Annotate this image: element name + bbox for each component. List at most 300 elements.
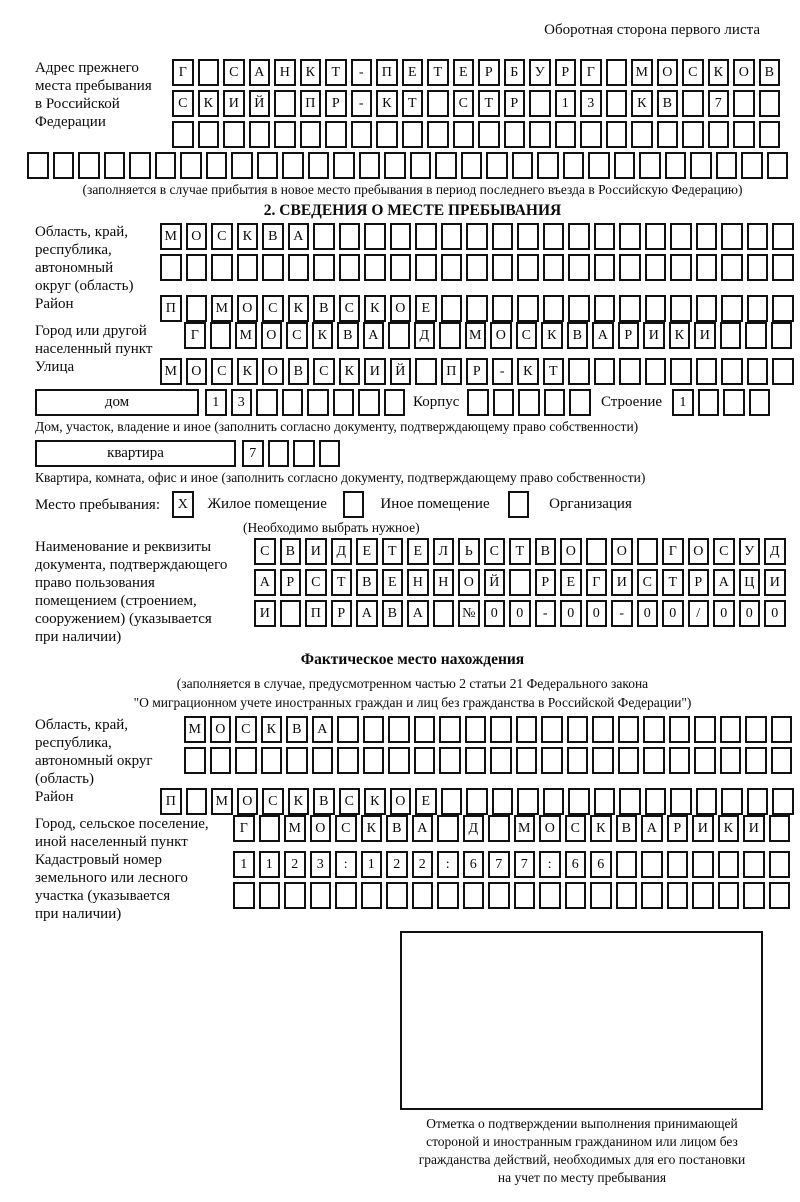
char-cell[interactable] xyxy=(718,882,740,909)
char-cell[interactable]: М xyxy=(465,322,487,349)
char-cell[interactable]: О xyxy=(458,569,480,596)
char-cell[interactable] xyxy=(720,322,742,349)
char-cell[interactable]: Т xyxy=(325,59,347,86)
char-cell[interactable] xyxy=(514,882,536,909)
char-cell[interactable]: 3 xyxy=(580,90,602,117)
char-cell[interactable] xyxy=(619,358,641,385)
char-cell[interactable] xyxy=(439,747,461,774)
char-cell[interactable]: И xyxy=(692,815,714,842)
char-cell[interactable] xyxy=(670,223,692,250)
char-cell[interactable] xyxy=(645,788,667,815)
char-cell[interactable] xyxy=(694,716,716,743)
char-cell[interactable]: С xyxy=(262,295,284,322)
char-cell[interactable]: К xyxy=(669,322,691,349)
char-cell[interactable] xyxy=(104,152,126,179)
char-cell[interactable] xyxy=(721,788,743,815)
char-cell[interactable]: : xyxy=(335,851,357,878)
char-cell[interactable] xyxy=(465,716,487,743)
char-cell[interactable] xyxy=(594,358,616,385)
char-cell[interactable]: 0 xyxy=(764,600,786,627)
char-cell[interactable] xyxy=(771,322,793,349)
char-cell[interactable] xyxy=(743,882,765,909)
char-cell[interactable] xyxy=(402,121,424,148)
char-cell[interactable]: О xyxy=(261,322,283,349)
char-cell[interactable] xyxy=(358,389,380,416)
char-cell[interactable] xyxy=(692,851,714,878)
char-cell[interactable] xyxy=(27,152,49,179)
char-cell[interactable] xyxy=(631,121,653,148)
char-cell[interactable]: К xyxy=(541,322,563,349)
char-cell[interactable]: П xyxy=(305,600,327,627)
char-cell[interactable]: В xyxy=(657,90,679,117)
char-cell[interactable]: В xyxy=(313,295,335,322)
char-cell[interactable]: К xyxy=(288,295,310,322)
char-cell[interactable] xyxy=(466,223,488,250)
char-cell[interactable] xyxy=(280,600,302,627)
char-cell[interactable] xyxy=(749,389,771,416)
char-cell[interactable] xyxy=(504,121,526,148)
char-cell[interactable]: / xyxy=(688,600,710,627)
char-cell[interactable]: С xyxy=(172,90,194,117)
char-cell[interactable]: В xyxy=(280,538,302,565)
char-cell[interactable] xyxy=(669,716,691,743)
char-cell[interactable]: В xyxy=(313,788,335,815)
char-cell[interactable] xyxy=(592,747,614,774)
char-cell[interactable]: 1 xyxy=(672,389,694,416)
char-cell[interactable]: М xyxy=(631,59,653,86)
char-cell[interactable]: М xyxy=(284,815,306,842)
char-cell[interactable]: 6 xyxy=(463,851,485,878)
char-cell[interactable] xyxy=(541,716,563,743)
char-cell[interactable] xyxy=(720,716,742,743)
char-cell[interactable] xyxy=(657,121,679,148)
char-cell[interactable]: Р xyxy=(555,59,577,86)
char-cell[interactable] xyxy=(541,747,563,774)
char-cell[interactable] xyxy=(544,389,566,416)
char-cell[interactable] xyxy=(441,223,463,250)
char-cell[interactable]: В xyxy=(382,600,404,627)
char-cell[interactable] xyxy=(388,716,410,743)
char-cell[interactable]: И xyxy=(305,538,327,565)
char-cell[interactable]: А xyxy=(288,223,310,250)
char-cell[interactable] xyxy=(606,90,628,117)
char-cell[interactable]: Т xyxy=(382,538,404,565)
char-cell[interactable] xyxy=(384,152,406,179)
char-cell[interactable] xyxy=(641,882,663,909)
char-cell[interactable]: 7 xyxy=(242,440,264,467)
char-cell[interactable] xyxy=(767,152,789,179)
char-cell[interactable]: Р xyxy=(331,600,353,627)
char-cell[interactable] xyxy=(563,152,585,179)
char-cell[interactable] xyxy=(696,295,718,322)
char-cell[interactable]: О xyxy=(210,716,232,743)
char-cell[interactable] xyxy=(606,121,628,148)
char-cell[interactable]: О xyxy=(390,295,412,322)
char-cell[interactable]: Р xyxy=(535,569,557,596)
char-cell[interactable]: Е xyxy=(415,788,437,815)
char-cell[interactable]: Е xyxy=(402,59,424,86)
char-cell[interactable]: Ц xyxy=(739,569,761,596)
char-cell[interactable] xyxy=(645,295,667,322)
char-cell[interactable] xyxy=(568,358,590,385)
char-cell[interactable]: О xyxy=(310,815,332,842)
char-cell[interactable]: Д xyxy=(331,538,353,565)
char-cell[interactable]: О xyxy=(262,358,284,385)
char-cell[interactable] xyxy=(769,815,791,842)
char-cell[interactable]: Е xyxy=(382,569,404,596)
char-cell[interactable] xyxy=(361,882,383,909)
char-cell[interactable]: С xyxy=(313,358,335,385)
char-cell[interactable]: С xyxy=(211,358,233,385)
char-cell[interactable] xyxy=(237,254,259,281)
char-cell[interactable] xyxy=(427,121,449,148)
char-cell[interactable]: К xyxy=(339,358,361,385)
char-cell[interactable]: У xyxy=(739,538,761,565)
char-cell[interactable]: В xyxy=(356,569,378,596)
char-cell[interactable] xyxy=(594,295,616,322)
char-cell[interactable] xyxy=(160,254,182,281)
char-cell[interactable] xyxy=(312,747,334,774)
char-cell[interactable] xyxy=(376,121,398,148)
char-cell[interactable] xyxy=(427,90,449,117)
char-cell[interactable] xyxy=(696,254,718,281)
char-cell[interactable] xyxy=(747,223,769,250)
char-cell[interactable]: К xyxy=(361,815,383,842)
char-cell[interactable] xyxy=(415,223,437,250)
char-cell[interactable]: Т xyxy=(543,358,565,385)
char-cell[interactable] xyxy=(257,152,279,179)
char-cell[interactable] xyxy=(390,254,412,281)
char-cell[interactable]: М xyxy=(160,358,182,385)
char-cell[interactable] xyxy=(517,788,539,815)
char-cell[interactable] xyxy=(512,152,534,179)
char-cell[interactable] xyxy=(310,882,332,909)
char-cell[interactable]: Р xyxy=(688,569,710,596)
char-cell[interactable] xyxy=(721,223,743,250)
char-cell[interactable] xyxy=(259,815,281,842)
char-cell[interactable] xyxy=(733,90,755,117)
char-cell[interactable] xyxy=(594,223,616,250)
char-cell[interactable] xyxy=(437,882,459,909)
char-cell[interactable] xyxy=(769,882,791,909)
char-cell[interactable] xyxy=(516,716,538,743)
char-cell[interactable]: П xyxy=(160,295,182,322)
char-cell[interactable] xyxy=(235,747,257,774)
char-cell[interactable] xyxy=(747,788,769,815)
char-cell[interactable]: С xyxy=(223,59,245,86)
char-cell[interactable] xyxy=(698,389,720,416)
char-cell[interactable] xyxy=(180,152,202,179)
char-cell[interactable] xyxy=(614,152,636,179)
char-cell[interactable] xyxy=(720,747,742,774)
char-cell[interactable] xyxy=(466,295,488,322)
char-cell[interactable] xyxy=(747,358,769,385)
char-cell[interactable] xyxy=(172,121,194,148)
char-cell[interactable] xyxy=(518,389,540,416)
char-cell[interactable] xyxy=(461,152,483,179)
char-cell[interactable]: Г xyxy=(233,815,255,842)
char-cell[interactable] xyxy=(590,882,612,909)
char-cell[interactable] xyxy=(708,121,730,148)
char-cell[interactable] xyxy=(721,358,743,385)
char-cell[interactable] xyxy=(490,747,512,774)
char-cell[interactable] xyxy=(492,295,514,322)
char-cell[interactable] xyxy=(129,152,151,179)
char-cell[interactable] xyxy=(718,851,740,878)
char-cell[interactable] xyxy=(386,882,408,909)
char-cell[interactable]: Й xyxy=(249,90,271,117)
char-cell[interactable] xyxy=(439,322,461,349)
char-cell[interactable] xyxy=(509,569,531,596)
char-cell[interactable]: В xyxy=(567,322,589,349)
char-cell[interactable]: Г xyxy=(184,322,206,349)
char-cell[interactable]: 0 xyxy=(637,600,659,627)
char-cell[interactable]: А xyxy=(641,815,663,842)
char-cell[interactable] xyxy=(466,254,488,281)
char-cell[interactable]: И xyxy=(611,569,633,596)
char-cell[interactable] xyxy=(359,152,381,179)
char-cell[interactable] xyxy=(772,358,794,385)
char-cell[interactable]: П xyxy=(160,788,182,815)
char-cell[interactable]: И xyxy=(743,815,765,842)
char-cell[interactable] xyxy=(733,121,755,148)
char-cell[interactable] xyxy=(771,716,793,743)
char-cell[interactable] xyxy=(339,223,361,250)
char-cell[interactable] xyxy=(467,389,489,416)
char-cell[interactable]: Е xyxy=(560,569,582,596)
char-cell[interactable] xyxy=(594,254,616,281)
char-cell[interactable] xyxy=(210,322,232,349)
char-cell[interactable] xyxy=(743,851,765,878)
char-cell[interactable]: Й xyxy=(390,358,412,385)
char-cell[interactable] xyxy=(670,254,692,281)
char-cell[interactable]: 0 xyxy=(739,600,761,627)
char-cell[interactable]: Р xyxy=(466,358,488,385)
char-cell[interactable]: К xyxy=(237,358,259,385)
char-cell[interactable]: М xyxy=(211,788,233,815)
char-cell[interactable] xyxy=(568,254,590,281)
checkbox-residential[interactable]: X xyxy=(172,491,194,518)
char-cell[interactable]: 2 xyxy=(284,851,306,878)
char-cell[interactable]: У xyxy=(529,59,551,86)
char-cell[interactable]: Д xyxy=(764,538,786,565)
char-cell[interactable]: : xyxy=(539,851,561,878)
char-cell[interactable] xyxy=(643,747,665,774)
char-cell[interactable]: И xyxy=(764,569,786,596)
char-cell[interactable]: : xyxy=(437,851,459,878)
char-cell[interactable]: К xyxy=(376,90,398,117)
char-cell[interactable] xyxy=(696,358,718,385)
char-cell[interactable]: О xyxy=(390,788,412,815)
char-cell[interactable]: - xyxy=(535,600,557,627)
char-cell[interactable] xyxy=(384,389,406,416)
char-cell[interactable] xyxy=(325,121,347,148)
char-cell[interactable] xyxy=(363,747,385,774)
char-cell[interactable] xyxy=(517,295,539,322)
char-cell[interactable] xyxy=(433,600,455,627)
char-cell[interactable] xyxy=(741,152,763,179)
char-cell[interactable]: И xyxy=(223,90,245,117)
char-cell[interactable]: К xyxy=(517,358,539,385)
char-cell[interactable]: А xyxy=(312,716,334,743)
char-cell[interactable]: С xyxy=(339,295,361,322)
char-cell[interactable] xyxy=(772,254,794,281)
char-cell[interactable] xyxy=(645,223,667,250)
char-cell[interactable]: С xyxy=(453,90,475,117)
char-cell[interactable]: К xyxy=(708,59,730,86)
char-cell[interactable]: Н xyxy=(274,59,296,86)
char-cell[interactable]: Н xyxy=(433,569,455,596)
checkbox-organization[interactable] xyxy=(508,491,530,518)
char-cell[interactable] xyxy=(274,90,296,117)
char-cell[interactable]: С xyxy=(305,569,327,596)
char-cell[interactable] xyxy=(210,747,232,774)
char-cell[interactable] xyxy=(313,223,335,250)
char-cell[interactable] xyxy=(665,152,687,179)
char-cell[interactable] xyxy=(415,254,437,281)
char-cell[interactable] xyxy=(723,389,745,416)
char-cell[interactable]: М xyxy=(160,223,182,250)
char-cell[interactable] xyxy=(478,121,500,148)
char-cell[interactable] xyxy=(618,716,640,743)
char-cell[interactable]: Й xyxy=(484,569,506,596)
char-cell[interactable] xyxy=(441,788,463,815)
char-cell[interactable] xyxy=(155,152,177,179)
char-cell[interactable]: А xyxy=(356,600,378,627)
char-cell[interactable] xyxy=(463,882,485,909)
char-cell[interactable]: К xyxy=(261,716,283,743)
char-cell[interactable] xyxy=(759,121,781,148)
char-cell[interactable]: И xyxy=(694,322,716,349)
char-cell[interactable] xyxy=(186,788,208,815)
char-cell[interactable]: Р xyxy=(325,90,347,117)
char-cell[interactable] xyxy=(543,254,565,281)
char-cell[interactable]: 7 xyxy=(514,851,536,878)
char-cell[interactable]: 0 xyxy=(662,600,684,627)
char-cell[interactable]: О xyxy=(657,59,679,86)
char-cell[interactable] xyxy=(588,152,610,179)
char-cell[interactable]: М xyxy=(514,815,536,842)
char-cell[interactable]: Г xyxy=(662,538,684,565)
char-cell[interactable] xyxy=(249,121,271,148)
char-cell[interactable]: 3 xyxy=(231,389,253,416)
char-cell[interactable] xyxy=(307,389,329,416)
char-cell[interactable] xyxy=(261,747,283,774)
char-cell[interactable]: 1 xyxy=(555,90,577,117)
char-cell[interactable]: М xyxy=(184,716,206,743)
char-cell[interactable]: 0 xyxy=(509,600,531,627)
char-cell[interactable]: К xyxy=(300,59,322,86)
char-cell[interactable]: В xyxy=(616,815,638,842)
char-cell[interactable] xyxy=(606,59,628,86)
char-cell[interactable]: В xyxy=(386,815,408,842)
char-cell[interactable]: С xyxy=(682,59,704,86)
char-cell[interactable] xyxy=(286,747,308,774)
char-cell[interactable] xyxy=(567,716,589,743)
char-cell[interactable]: 7 xyxy=(488,851,510,878)
char-cell[interactable]: Е xyxy=(415,295,437,322)
char-cell[interactable] xyxy=(594,788,616,815)
char-cell[interactable] xyxy=(543,223,565,250)
char-cell[interactable]: С xyxy=(211,223,233,250)
char-cell[interactable]: 2 xyxy=(386,851,408,878)
char-cell[interactable] xyxy=(616,851,638,878)
char-cell[interactable] xyxy=(282,152,304,179)
char-cell[interactable] xyxy=(435,152,457,179)
char-cell[interactable]: С xyxy=(516,322,538,349)
char-cell[interactable] xyxy=(670,295,692,322)
char-cell[interactable]: А xyxy=(363,322,385,349)
char-cell[interactable]: 1 xyxy=(361,851,383,878)
char-cell[interactable] xyxy=(618,747,640,774)
char-cell[interactable]: С xyxy=(286,322,308,349)
checkbox-other-premises[interactable] xyxy=(343,491,365,518)
char-cell[interactable] xyxy=(517,254,539,281)
char-cell[interactable]: 7 xyxy=(708,90,730,117)
char-cell[interactable]: С xyxy=(262,788,284,815)
char-cell[interactable]: 1 xyxy=(205,389,227,416)
char-cell[interactable]: О xyxy=(237,295,259,322)
char-cell[interactable] xyxy=(206,152,228,179)
char-cell[interactable] xyxy=(759,90,781,117)
char-cell[interactable] xyxy=(619,254,641,281)
char-cell[interactable] xyxy=(268,440,290,467)
char-cell[interactable] xyxy=(233,882,255,909)
char-cell[interactable]: Р xyxy=(504,90,526,117)
char-cell[interactable] xyxy=(682,90,704,117)
char-cell[interactable]: С xyxy=(484,538,506,565)
char-cell[interactable] xyxy=(466,788,488,815)
char-cell[interactable] xyxy=(567,747,589,774)
char-cell[interactable] xyxy=(415,358,437,385)
char-cell[interactable] xyxy=(643,716,665,743)
char-cell[interactable] xyxy=(388,747,410,774)
char-cell[interactable] xyxy=(223,121,245,148)
char-cell[interactable]: Д xyxy=(463,815,485,842)
char-cell[interactable] xyxy=(716,152,738,179)
char-cell[interactable] xyxy=(211,254,233,281)
char-cell[interactable] xyxy=(745,747,767,774)
char-cell[interactable]: Г xyxy=(172,59,194,86)
char-cell[interactable] xyxy=(694,747,716,774)
char-cell[interactable]: 1 xyxy=(259,851,281,878)
char-cell[interactable]: О xyxy=(490,322,512,349)
char-cell[interactable]: О xyxy=(539,815,561,842)
char-cell[interactable]: А xyxy=(249,59,271,86)
char-cell[interactable] xyxy=(692,882,714,909)
char-cell[interactable]: Е xyxy=(356,538,378,565)
char-cell[interactable]: № xyxy=(458,600,480,627)
char-cell[interactable] xyxy=(771,747,793,774)
char-cell[interactable] xyxy=(53,152,75,179)
char-cell[interactable]: А xyxy=(407,600,429,627)
char-cell[interactable] xyxy=(414,716,436,743)
char-cell[interactable]: Р xyxy=(478,59,500,86)
char-cell[interactable] xyxy=(364,223,386,250)
char-cell[interactable] xyxy=(645,358,667,385)
char-cell[interactable] xyxy=(645,254,667,281)
char-cell[interactable] xyxy=(669,747,691,774)
char-cell[interactable]: К xyxy=(237,223,259,250)
char-cell[interactable]: Б xyxy=(504,59,526,86)
char-cell[interactable] xyxy=(337,747,359,774)
char-cell[interactable]: С xyxy=(565,815,587,842)
char-cell[interactable] xyxy=(293,440,315,467)
char-cell[interactable]: С xyxy=(713,538,735,565)
char-cell[interactable]: О xyxy=(611,538,633,565)
char-cell[interactable]: 2 xyxy=(412,851,434,878)
char-cell[interactable]: - xyxy=(611,600,633,627)
